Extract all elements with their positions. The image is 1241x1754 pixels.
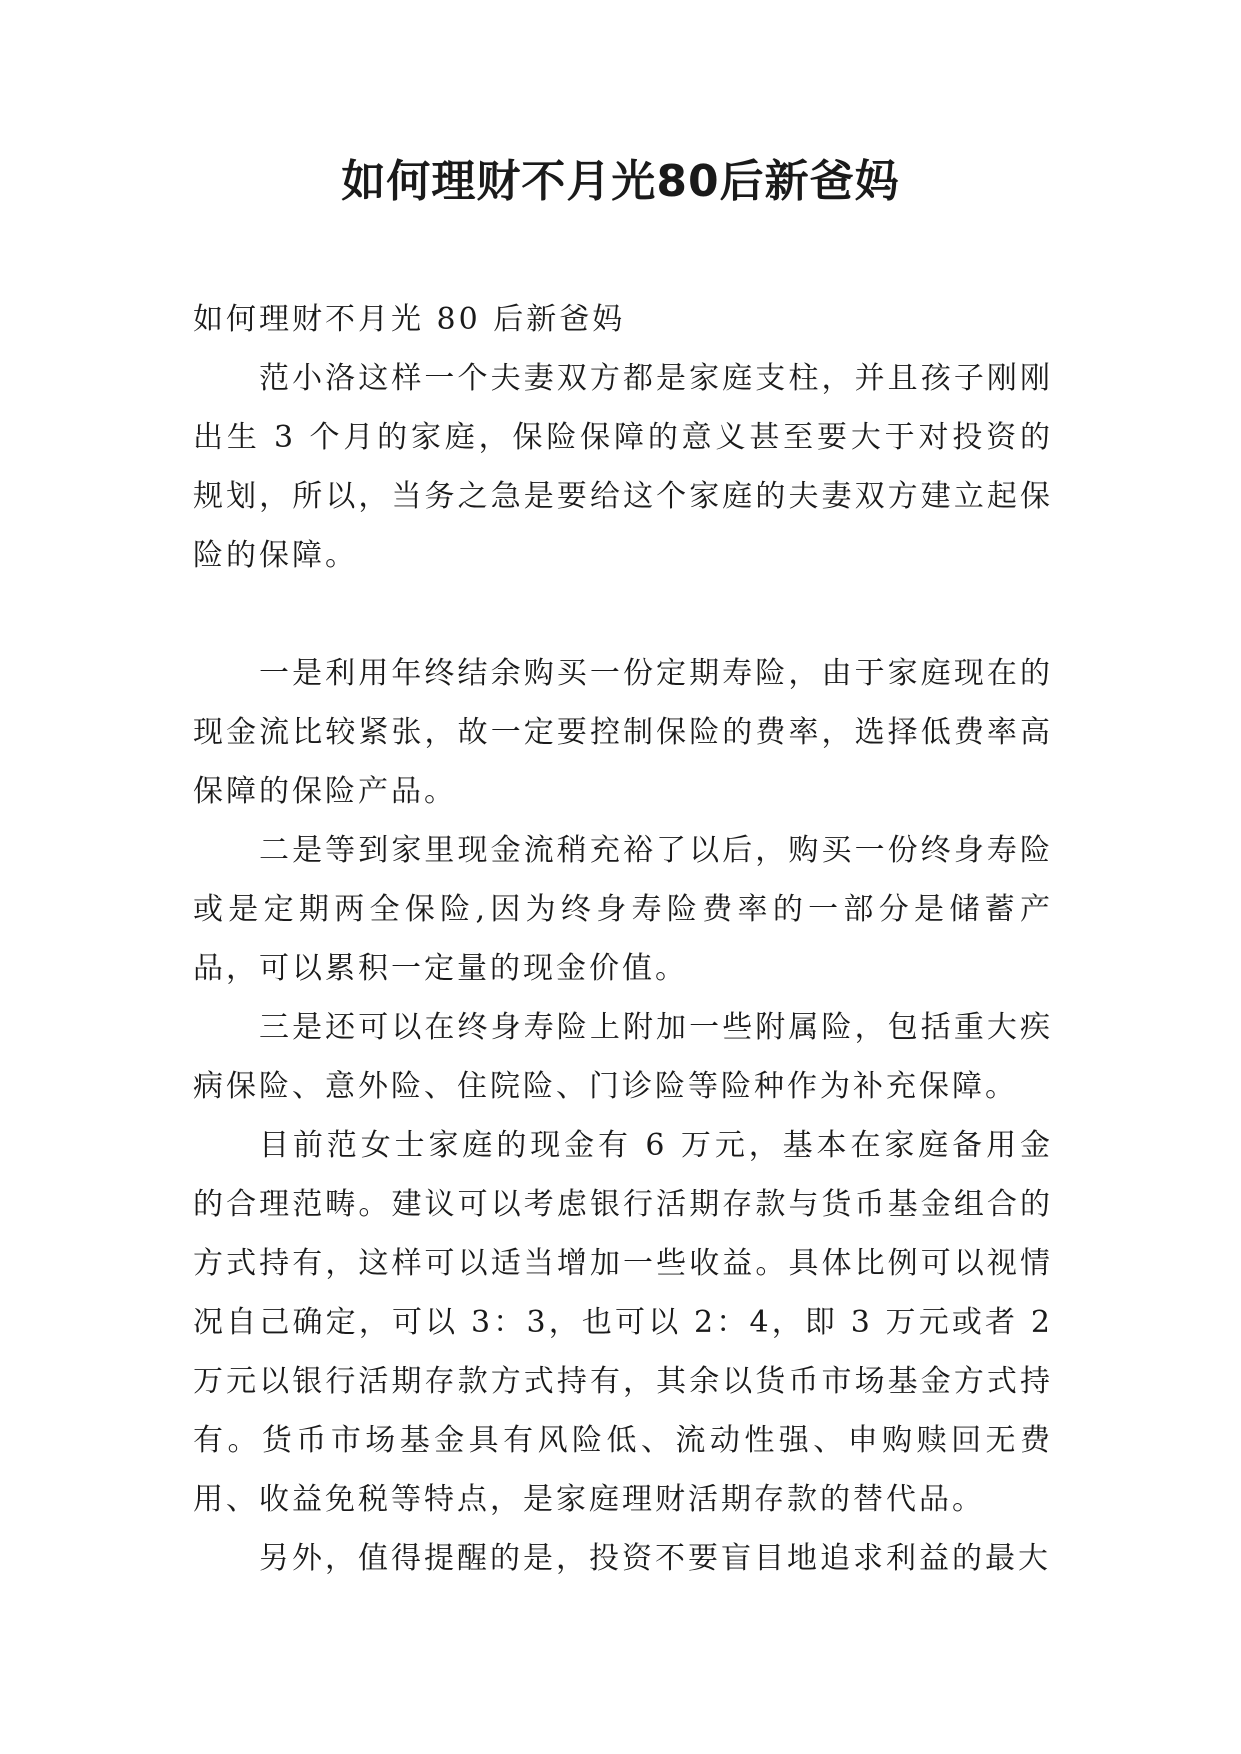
paragraph-spacer	[193, 585, 1053, 644]
paragraph-5: 目前范女士家庭的现金有 6 万元，基本在家庭备用金的合理范畴。建议可以考虑银行活期存款与货币基金组合的方式持有，这样可以适当增加一些收益。具体比例可以视情况自己确定，可以 3：3，也可以 2：4，即 3 万元或者 2 万元以银行活期存款方式持有，其余以货币市场基金方式持有。货币市场基金具有风险低、流动性强、申购赎回无费用、收益免税等特点，是家庭理财活期存款的替代品。	[193, 1128, 1053, 1517]
document-title: 如何理财不月光80后新爸妈	[341, 156, 900, 207]
paragraph-3: 二是等到家里现金流稍充裕了以后，购买一份终身寿险或是定期两全保险,因为终身寿险费率的一部分是储蓄产品，可以累积一定量的现金价值。	[193, 833, 1053, 986]
document-subheading: 如何理财不月光 80 后新爸妈	[193, 302, 626, 337]
paragraph-6: 另外，值得提醒的是，投资不要盲目地追求利益的最大	[259, 1541, 1051, 1576]
paragraph-2: 一是利用年终结余购买一份定期寿险，由于家庭现在的现金流比较紧张，故一定要控制保险的费率，选择低费率高保障的保险产品。	[193, 656, 1053, 809]
paragraph-1: 范小洛这样一个夫妻双方都是家庭支柱，并且孩子刚刚出生 3 个月的家庭，保险保障的意义甚至要大于对投资的规划，所以，当务之急是要给这个家庭的夫妻双方建立起保险的保障。	[193, 361, 1053, 573]
document-body	[193, 290, 1053, 1588]
paragraph-4: 三是还可以在终身寿险上附加一些附属险，包括重大疾病保险、意外险、住院险、门诊险等险种作为补充保障。	[193, 1010, 1053, 1104]
